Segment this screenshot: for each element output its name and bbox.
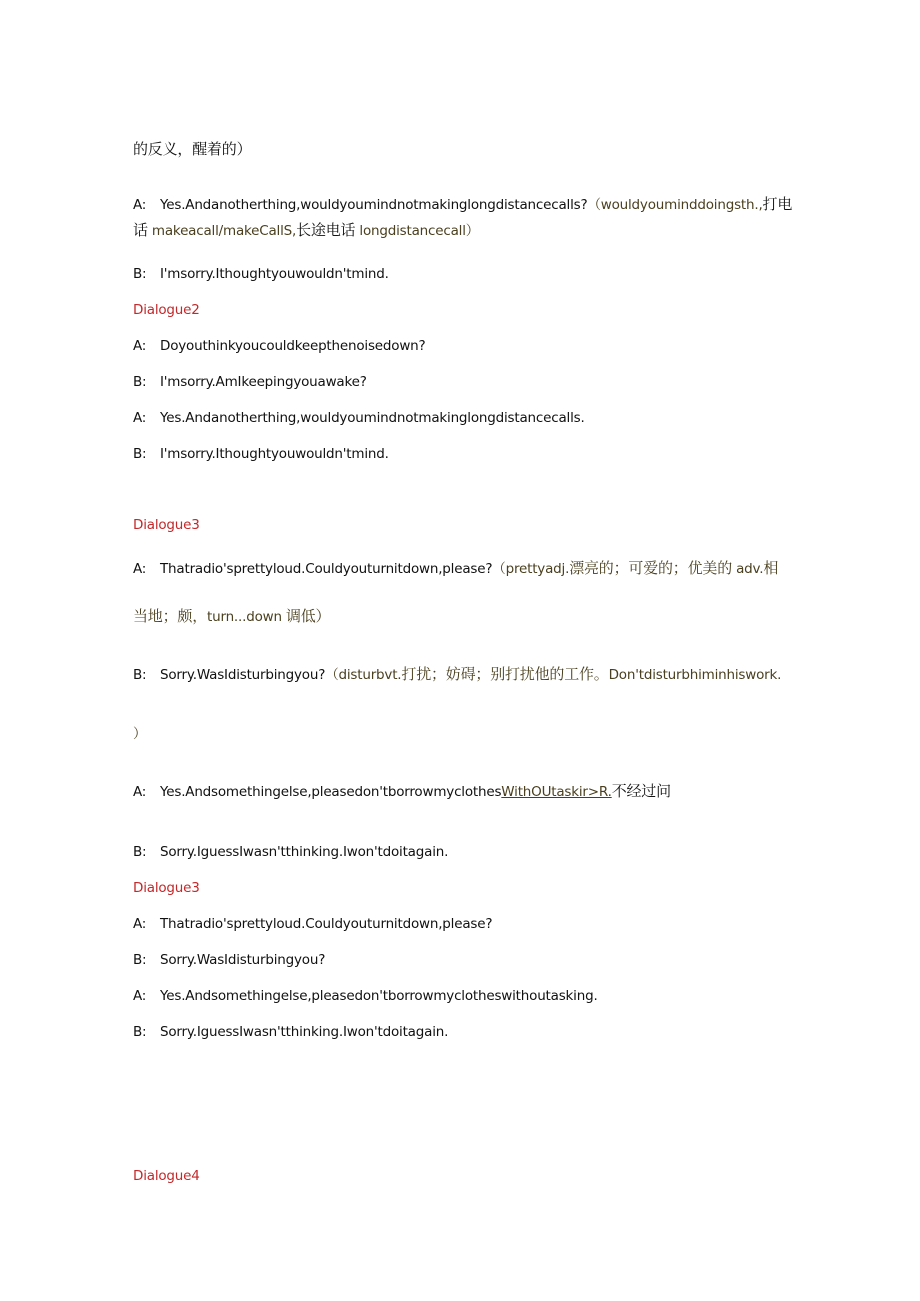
dialogue-text: Yes.Andsomethingelse,pleasedon'tborrowmyclotheswithoutasking. xyxy=(160,988,598,1004)
dialogue-text: Yes.Andsomethingelse,pleasedon'tborrowmyclothes xyxy=(160,784,502,800)
dialogue-line xyxy=(133,444,389,464)
annotation-text: adv. xyxy=(736,561,764,577)
dialogue-heading: Dialogue3 xyxy=(133,880,200,896)
annotation-text: （disturbvt. xyxy=(325,667,402,683)
dialogue-heading: Dialogue2 xyxy=(133,302,200,318)
dialogue-line xyxy=(133,986,598,1006)
annotation-text: Don'tdisturbhiminhiswork. xyxy=(608,667,782,683)
speaker-label: A: xyxy=(133,784,147,800)
dialogue-line xyxy=(133,950,325,970)
dialogue-line xyxy=(133,372,367,392)
dialogue-text: I'msorry.Ithoughtyouwouldn'tmind. xyxy=(160,266,389,282)
annotation-cjk: 打电 xyxy=(762,195,793,213)
speaker-label: A: xyxy=(133,561,147,577)
speaker-label: A: xyxy=(133,338,147,354)
speaker-label: B: xyxy=(133,844,147,860)
annotation-text: doingsth., xyxy=(697,197,763,213)
dialogue-line xyxy=(133,781,671,802)
dialogue-text: Doyouthinkyoucouldkeepthenoisedown? xyxy=(160,338,426,354)
speaker-label: B: xyxy=(133,446,147,462)
dialogue-line xyxy=(133,408,585,428)
annotation-line xyxy=(133,606,330,627)
annotation-cjk: 漂亮的；可爱的；优美的 xyxy=(569,559,732,577)
dialogue-heading: Dialogue4 xyxy=(133,1168,200,1184)
dialogue-text: I'msorry.Ithoughtyouwouldn'tmind. xyxy=(160,446,389,462)
annotation-text: turn...down xyxy=(207,609,282,625)
speaker-label: A: xyxy=(133,410,147,426)
annotation-line xyxy=(133,220,479,241)
annotation-cjk: 当地；颇， xyxy=(133,607,208,625)
fragment-text: 的反义，醒着的） xyxy=(133,140,252,158)
annotation-cjk: 长途电话 xyxy=(296,221,356,239)
speaker-label: A: xyxy=(133,988,147,1004)
annotation-text: （wouldyoumind xyxy=(587,197,698,213)
dialogue-text: Yes.Andanotherthing,wouldyoumindnotmakinglongdistancecalls? xyxy=(160,197,588,213)
annotation-text: longdistancecall） xyxy=(359,223,480,239)
speaker-label: B: xyxy=(133,952,147,968)
dialogue-line xyxy=(133,914,492,934)
dialogue-line xyxy=(133,842,448,862)
speaker-label: A: xyxy=(133,916,147,932)
dialogue-text: Sorry.WasIdisturbingyou? xyxy=(160,667,326,683)
dialogue-text: I'msorry.AmIkeepingyouawake? xyxy=(160,374,367,390)
annotation-text: makeacall/makeCallS, xyxy=(151,223,297,239)
annotation-cjk: 调低） xyxy=(285,607,331,625)
speaker-label: B: xyxy=(133,667,147,683)
dialogue-text: Thatradio'sprettyloud.Couldyouturnitdown,please? xyxy=(160,916,493,932)
dialogue-line xyxy=(133,664,781,685)
dialogue-line xyxy=(133,558,778,579)
speaker-label: B: xyxy=(133,374,147,390)
dialogue-text: Sorry.IguessIwasn'tthinking.Iwon'tdoitagain. xyxy=(160,1024,449,1040)
annotation-cjk: 相 xyxy=(763,559,779,577)
annotation-line: ） xyxy=(133,726,147,742)
speaker-label: B: xyxy=(133,1024,147,1040)
speaker-label: A: xyxy=(133,197,147,213)
dialogue-line xyxy=(133,194,792,215)
dialogue-text: Sorry.IguessIwasn'tthinking.Iwon'tdoitagain. xyxy=(160,844,449,860)
annotation-text: （prettyadj. xyxy=(492,561,570,577)
annotation-cjk: 不经过问 xyxy=(611,782,671,800)
dialogue-line xyxy=(133,1022,448,1042)
dialogue-text: Sorry.WasIdisturbingyou? xyxy=(160,952,326,968)
annotation-cjk: 打扰；妨碍；别打扰他的工作。 xyxy=(401,665,609,683)
dialogue-text: Yes.Andanotherthing,wouldyoumindnotmakinglongdistancecalls. xyxy=(160,410,585,426)
dialogue-line xyxy=(133,336,426,356)
speaker-label: B: xyxy=(133,266,147,282)
underlined-annotation: WithOUtaskir>R. xyxy=(501,784,612,800)
fragment-line xyxy=(133,139,251,159)
dialogue-heading: Dialogue3 xyxy=(133,517,200,533)
dialogue-line xyxy=(133,264,389,284)
dialogue-text: Thatradio'sprettyloud.Couldyouturnitdown,please? xyxy=(160,561,493,577)
annotation-cjk: 话 xyxy=(133,221,148,239)
